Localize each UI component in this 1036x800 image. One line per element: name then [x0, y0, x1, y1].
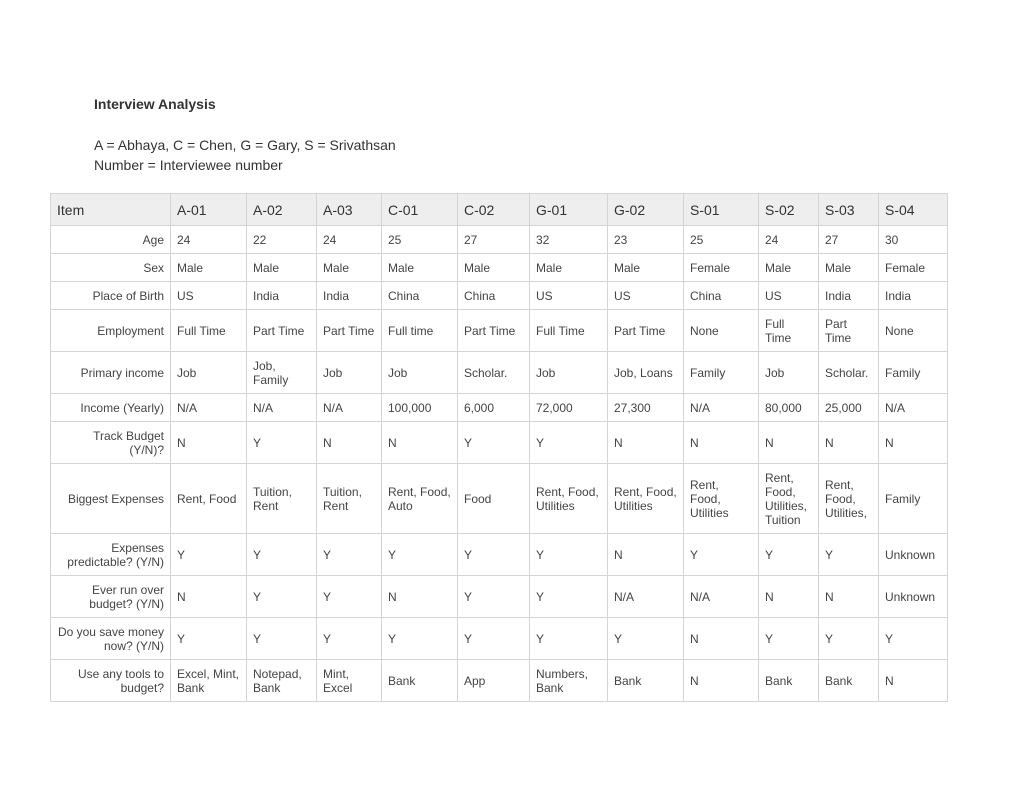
table-cell: Female [879, 254, 948, 282]
table-cell: Bank [759, 660, 819, 702]
table-cell: US [608, 282, 684, 310]
table-row [51, 254, 948, 282]
column-header: S-04 [879, 194, 948, 226]
table-cell: Rent, Food, Utilities, [819, 464, 879, 534]
table-cell: 22 [247, 226, 317, 254]
table-cell: Y [247, 618, 317, 660]
table-cell: Job [530, 352, 608, 394]
table-cell: 27,300 [608, 394, 684, 422]
table-cell: Bank [819, 660, 879, 702]
table-cell: Notepad, Bank [247, 660, 317, 702]
table-cell: US [171, 282, 247, 310]
table-cell: 30 [879, 226, 948, 254]
table-cell: 32 [530, 226, 608, 254]
table-cell: N [382, 576, 458, 618]
table-row [51, 576, 948, 618]
table-cell: Y [247, 576, 317, 618]
table-cell: 25,000 [819, 394, 879, 422]
table-cell: 24 [759, 226, 819, 254]
table-cell: Rent, Food, Utilities [684, 464, 759, 534]
table-cell: N [684, 618, 759, 660]
row-label: Do you save money now? (Y/N) [51, 618, 171, 660]
table-cell: N [171, 576, 247, 618]
table-cell: N [608, 422, 684, 464]
table-cell: US [530, 282, 608, 310]
table-row [51, 226, 948, 254]
table-row [51, 618, 948, 660]
table-cell: Part Time [458, 310, 530, 352]
table-cell: India [819, 282, 879, 310]
table-cell: Male [458, 254, 530, 282]
table-cell: Y [759, 534, 819, 576]
table-cell: Scholar. [819, 352, 879, 394]
table-cell: 27 [458, 226, 530, 254]
table-cell: Mint, Excel [317, 660, 382, 702]
table-row [51, 660, 948, 702]
table-row [51, 422, 948, 464]
table-cell: Unknown [879, 534, 948, 576]
table-cell: N [759, 422, 819, 464]
table-cell: Job, Family [247, 352, 317, 394]
table-cell: Food [458, 464, 530, 534]
row-label: Age [51, 226, 171, 254]
table-row [51, 534, 948, 576]
table-cell: Y [819, 618, 879, 660]
table-cell: N [879, 660, 948, 702]
table-cell: Y [382, 534, 458, 576]
table-cell: Male [759, 254, 819, 282]
table-cell: Y [684, 534, 759, 576]
table-cell: Part Time [819, 310, 879, 352]
table-cell: N/A [171, 394, 247, 422]
table-cell: Y [317, 576, 382, 618]
row-label: Sex [51, 254, 171, 282]
table-cell: Unknown [879, 576, 948, 618]
table-cell: Excel, Mint, Bank [171, 660, 247, 702]
table-cell: N/A [247, 394, 317, 422]
table-cell: Scholar. [458, 352, 530, 394]
row-label: Expenses predictable? (Y/N) [51, 534, 171, 576]
table-cell: Family [879, 464, 948, 534]
table-cell: App [458, 660, 530, 702]
table-cell: Y [458, 576, 530, 618]
table-cell: Bank [608, 660, 684, 702]
table-cell: N [317, 422, 382, 464]
table-cell: Full Time [759, 310, 819, 352]
table-cell: Part Time [317, 310, 382, 352]
table-body [51, 226, 948, 702]
table-row [51, 310, 948, 352]
column-header: C-02 [458, 194, 530, 226]
table-cell: Y [317, 618, 382, 660]
table-cell: US [759, 282, 819, 310]
row-label: Primary income [51, 352, 171, 394]
table-cell: Y [530, 618, 608, 660]
legend-number: Number = Interviewee number [94, 157, 283, 173]
table-cell: N [759, 576, 819, 618]
table-cell: N/A [317, 394, 382, 422]
table-cell: Rent, Food, Auto [382, 464, 458, 534]
row-label: Income (Yearly) [51, 394, 171, 422]
column-header: S-03 [819, 194, 879, 226]
table-cell: Rent, Food, Utilities, Tuition [759, 464, 819, 534]
table-cell: Full time [382, 310, 458, 352]
table-cell: Y [458, 422, 530, 464]
table-cell: Numbers, Bank [530, 660, 608, 702]
table-cell: Tuition, Rent [317, 464, 382, 534]
table-cell: Part Time [247, 310, 317, 352]
row-label: Use any tools to budget? [51, 660, 171, 702]
table-cell: 24 [171, 226, 247, 254]
table-cell: Y [247, 534, 317, 576]
table-cell: N [608, 534, 684, 576]
table-cell: N [684, 660, 759, 702]
table-cell: Y [759, 618, 819, 660]
table-cell: N [819, 422, 879, 464]
column-header: C-01 [382, 194, 458, 226]
table-cell: Rent, Food, Utilities [608, 464, 684, 534]
table-cell: Male [171, 254, 247, 282]
column-header: A-01 [171, 194, 247, 226]
legend [94, 135, 396, 175]
table-cell: Rent, Food, Utilities [530, 464, 608, 534]
row-label: Ever run over budget? (Y/N) [51, 576, 171, 618]
table-cell: China [458, 282, 530, 310]
table-cell: Y [879, 618, 948, 660]
table-cell: Y [171, 534, 247, 576]
table-cell: India [879, 282, 948, 310]
row-label: Employment [51, 310, 171, 352]
table-cell: Job, Loans [608, 352, 684, 394]
table-cell: Male [819, 254, 879, 282]
table-cell: Job [759, 352, 819, 394]
table-cell: 25 [382, 226, 458, 254]
table-cell: 100,000 [382, 394, 458, 422]
table-cell: India [317, 282, 382, 310]
table-cell: China [684, 282, 759, 310]
table-cell: Y [608, 618, 684, 660]
row-label: Biggest Expenses [51, 464, 171, 534]
table-cell: N [819, 576, 879, 618]
table-cell: Male [608, 254, 684, 282]
table-cell: N/A [608, 576, 684, 618]
table-cell: Part Time [608, 310, 684, 352]
table-cell: Job [317, 352, 382, 394]
table-cell: Male [317, 254, 382, 282]
table-row [51, 394, 948, 422]
table-cell: Y [458, 618, 530, 660]
table-row [51, 464, 948, 534]
table-cell: 72,000 [530, 394, 608, 422]
table-cell: Y [819, 534, 879, 576]
table-cell: Full Time [171, 310, 247, 352]
table-cell: N [171, 422, 247, 464]
table-cell: None [879, 310, 948, 352]
table-cell: N [879, 422, 948, 464]
column-header: S-02 [759, 194, 819, 226]
column-header: S-01 [684, 194, 759, 226]
table-cell: Y [530, 422, 608, 464]
table-cell: Male [247, 254, 317, 282]
table-cell: Tuition, Rent [247, 464, 317, 534]
legend-initials: A = Abhaya, C = Chen, G = Gary, S = Srivathsan [94, 137, 396, 153]
table-cell: N [684, 422, 759, 464]
table-cell: N/A [684, 394, 759, 422]
table-cell: N/A [879, 394, 948, 422]
table-cell: Male [382, 254, 458, 282]
table-cell: N/A [684, 576, 759, 618]
row-label: Track Budget (Y/N)? [51, 422, 171, 464]
column-header: G-01 [530, 194, 608, 226]
table-cell: India [247, 282, 317, 310]
table-cell: Y [530, 576, 608, 618]
table-cell: Y [530, 534, 608, 576]
table-cell: Rent, Food [171, 464, 247, 534]
table-cell: 27 [819, 226, 879, 254]
column-header: A-03 [317, 194, 382, 226]
table-cell: 80,000 [759, 394, 819, 422]
table-cell: Male [530, 254, 608, 282]
row-label: Place of Birth [51, 282, 171, 310]
table-cell: Y [171, 618, 247, 660]
table-cell: Y [247, 422, 317, 464]
table-cell: China [382, 282, 458, 310]
table-cell: Job [171, 352, 247, 394]
table-cell: 24 [317, 226, 382, 254]
table-row [51, 282, 948, 310]
interview-table [50, 193, 948, 702]
table-cell: Y [382, 618, 458, 660]
table-cell: 23 [608, 226, 684, 254]
table-cell: 25 [684, 226, 759, 254]
table-cell: None [684, 310, 759, 352]
page-title: Interview Analysis [94, 96, 216, 112]
table-cell: Family [684, 352, 759, 394]
column-header: A-02 [247, 194, 317, 226]
table-cell: Full Time [530, 310, 608, 352]
header-row [51, 194, 948, 226]
table-cell: N [382, 422, 458, 464]
table-cell: Job [382, 352, 458, 394]
table-row [51, 352, 948, 394]
table-cell: Y [458, 534, 530, 576]
table-cell: 6,000 [458, 394, 530, 422]
item-header: Item [51, 194, 171, 226]
table-cell: Family [879, 352, 948, 394]
table-cell: Female [684, 254, 759, 282]
column-header: G-02 [608, 194, 684, 226]
table-cell: Y [317, 534, 382, 576]
table-cell: Bank [382, 660, 458, 702]
